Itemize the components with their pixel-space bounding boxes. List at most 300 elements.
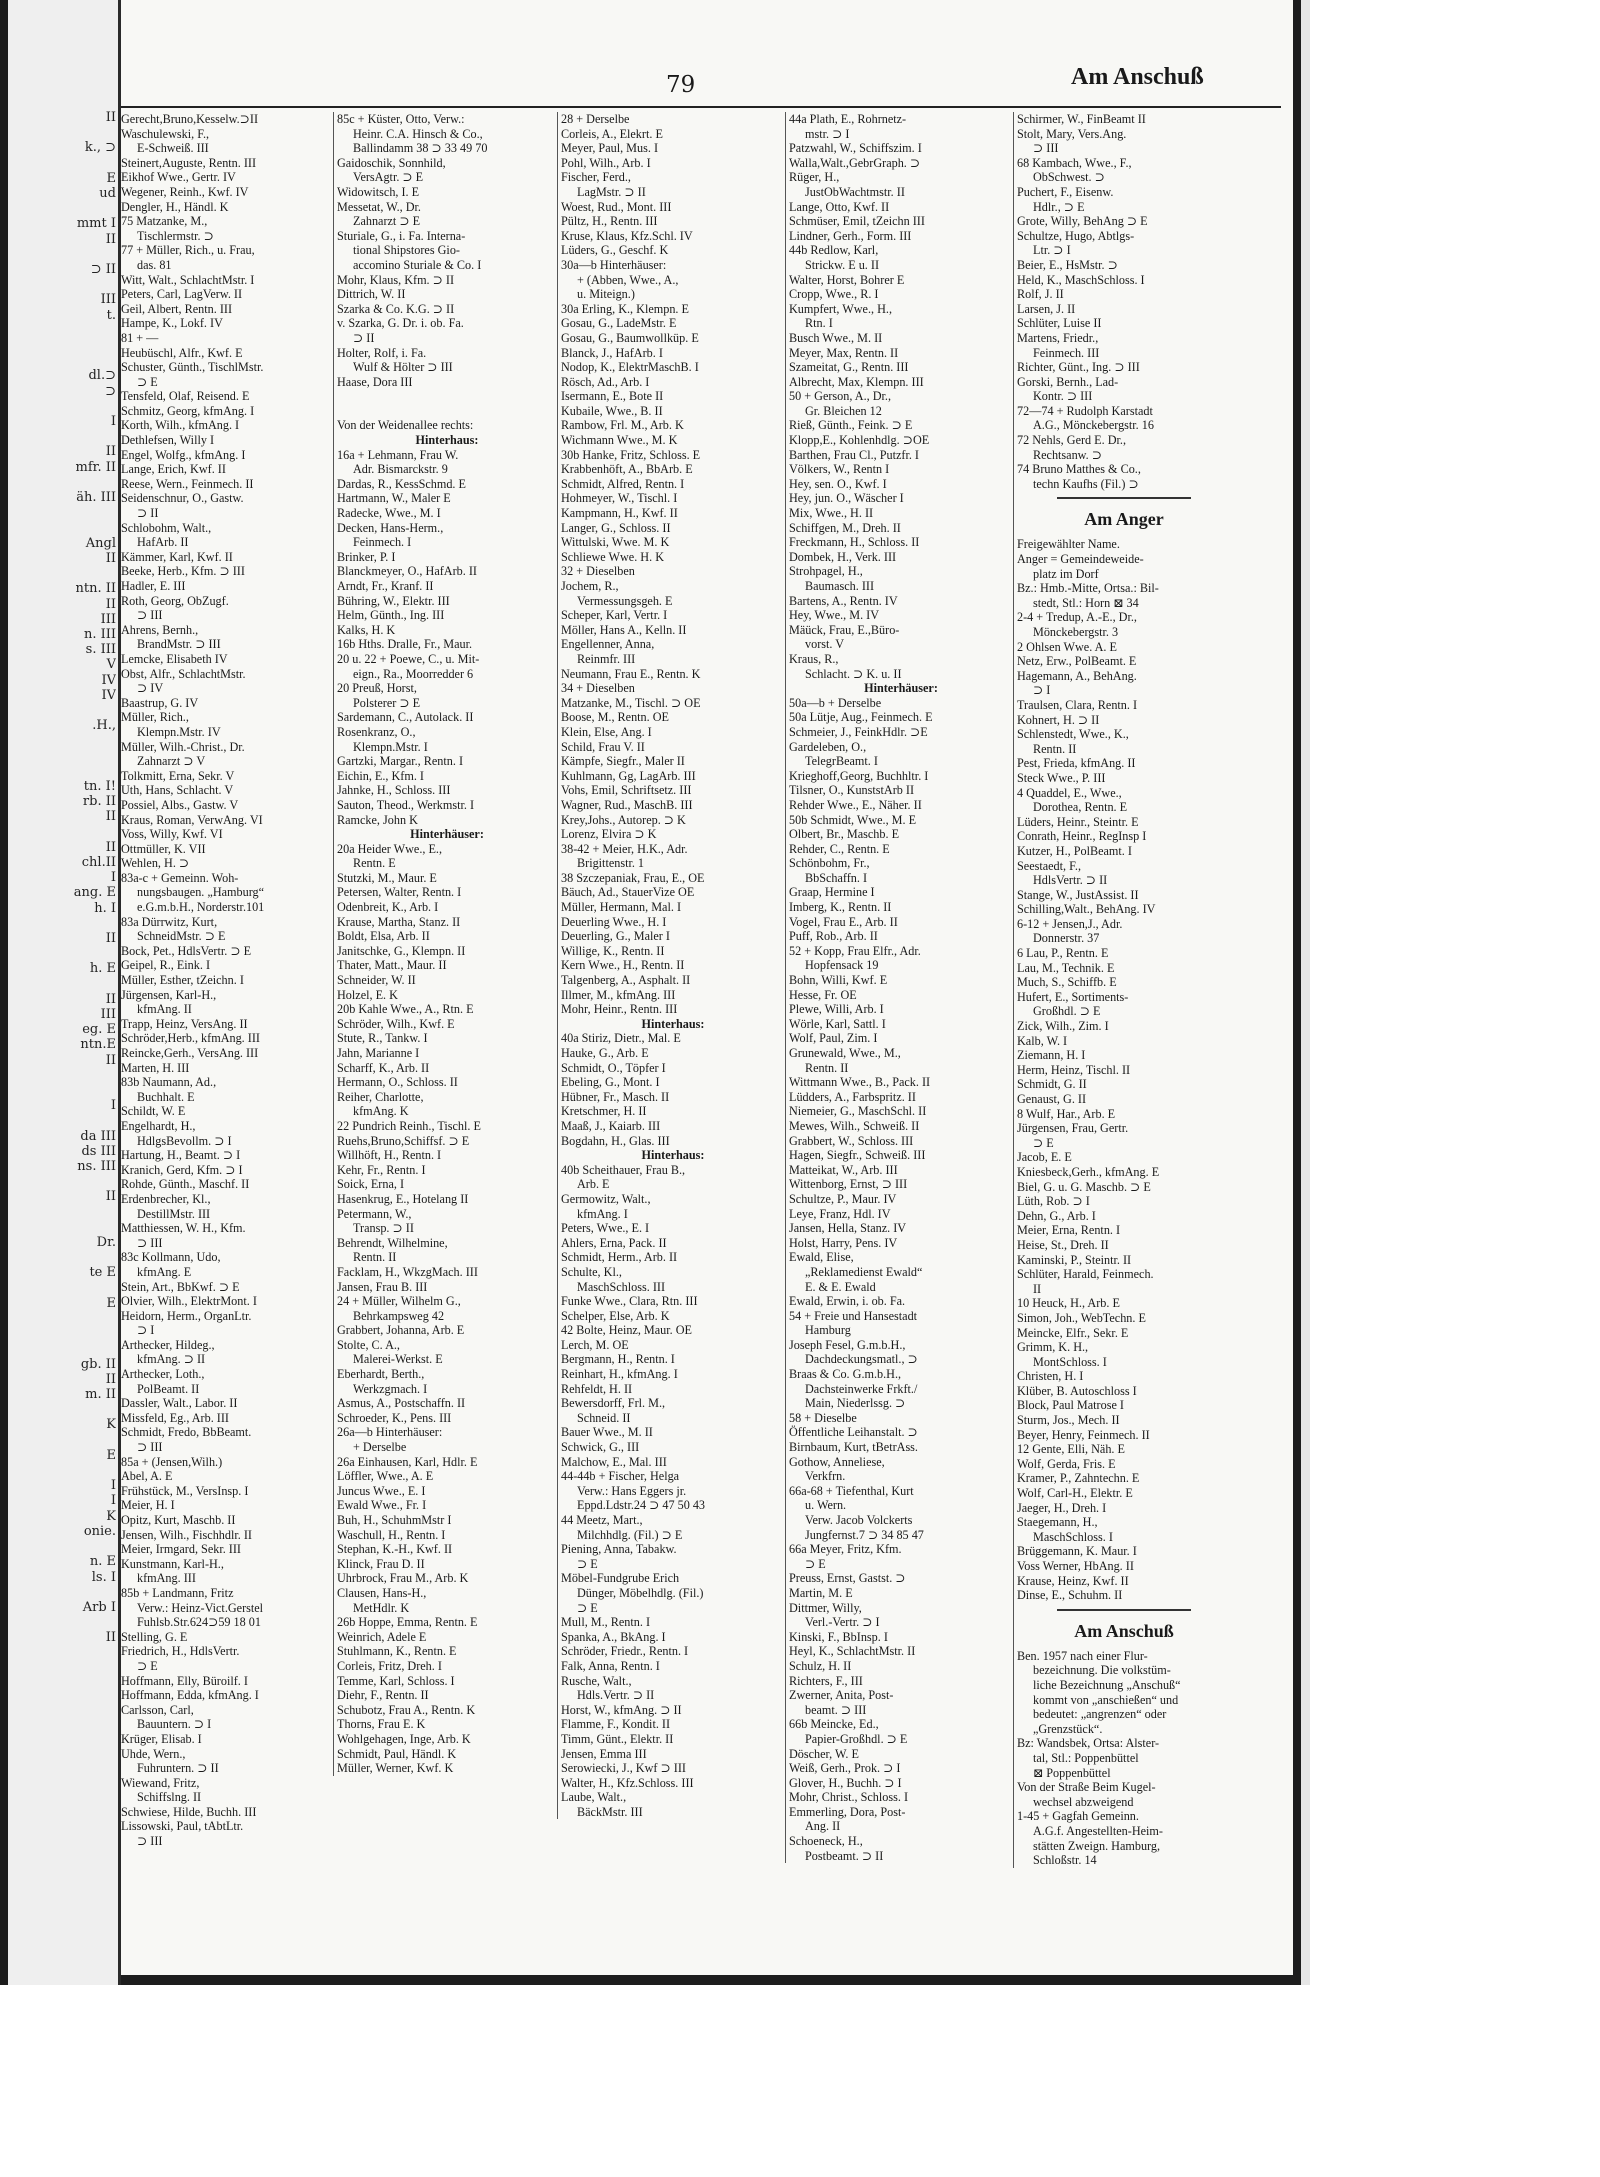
directory-entry: Zick, Wilh., Zim. I [1017, 1019, 1109, 1034]
directory-entry: Schröder, Wilh., Kwf. E [337, 1016, 455, 1031]
directory-entry: 83b Naumann, Ad., [121, 1075, 217, 1090]
directory-entry: Hey, jun. O., Wäscher I [789, 491, 904, 506]
directory-entry: Schröder, Friedr., Rentn. I [561, 1644, 689, 1659]
directory-entry: Held, K., MaschSchloss. I [1017, 272, 1145, 287]
directory-entry: HdlgsBevollm. ⊃ I [137, 1133, 232, 1148]
directory-entry: Walter, H., Kfz.Schloss. III [561, 1775, 694, 1790]
directory-entry: Puchert, F., Eisenw. [1017, 184, 1114, 199]
directory-entry: Schuster, Günth., TischlMstr. [121, 360, 264, 375]
directory-entry: 26b Hoppe, Emma, Rentn. E [337, 1615, 478, 1630]
directory-entry: Gr. Bleichen 12 [805, 403, 882, 418]
directory-entry: Hdlr., ⊃ E [1033, 199, 1085, 214]
section-rule [1057, 1609, 1191, 1611]
directory-entry: Wulf & Hölter ⊃ III [353, 360, 453, 375]
directory-entry: Milchhdlg. (Fil.) ⊃ E [577, 1527, 683, 1542]
directory-entry: Wohlgehagen, Inge, Arb. K [337, 1731, 471, 1746]
directory-entry: Stute, R., Tankw. I [337, 1031, 428, 1046]
directory-entry: A.G.f. Angestellten-Heim- [1033, 1823, 1163, 1838]
directory-entry: Tilsner, O., KunststArb II [789, 783, 915, 798]
facing-page-line: I [110, 1478, 116, 1494]
facing-page-line [8, 338, 116, 353]
directory-entry: Jansen, Frau B. III [337, 1279, 428, 1294]
directory-entry: liche Bezeichnung „Anschuß“ [1033, 1677, 1181, 1692]
facing-page-line: K [106, 1417, 116, 1433]
directory-entry: „Grenzstück“. [1033, 1721, 1103, 1736]
directory-entry: Wichmann Wwe., M. K [561, 433, 678, 448]
directory-entry: Mull, M., Rentn. I [561, 1615, 651, 1630]
facing-page-line [8, 1113, 116, 1128]
facing-page-line: gb. II [80, 1356, 116, 1372]
directory-entry: HdlsVertr. ⊃ II [1033, 873, 1108, 888]
facing-page-line [8, 475, 116, 490]
directory-entry: JustObWachtmstr. II [805, 184, 905, 199]
directory-entry: Waschull, H., Rentn. I [337, 1527, 446, 1542]
facing-page-line: te E [89, 1265, 116, 1281]
facing-page-line: Arb I [82, 1599, 116, 1615]
facing-page-line: II [105, 1630, 116, 1646]
directory-entry: Freigewählter Name. [1017, 537, 1120, 552]
directory-entry: Kontr. ⊃ III [1033, 389, 1093, 404]
directory-entry: Verw. Jacob Volckerts [805, 1513, 913, 1527]
directory-entry: beamt. ⊃ III [805, 1702, 867, 1717]
directory-entry: Bergmann, H., Rentn. I [561, 1352, 675, 1367]
facing-page-line: IV [101, 687, 116, 703]
directory-entry: BrandMstr. ⊃ III [137, 637, 221, 652]
directory-entry: HafArb. II [137, 535, 189, 550]
directory-entry: 16a + Lehmann, Frau W. [337, 447, 459, 462]
directory-entry: Hadler, E. III [121, 579, 186, 593]
facing-page-line: ⊃ II [90, 262, 116, 278]
subheading: Hinterhäuser: [864, 681, 938, 696]
directory-entry: Rusche, Walt., [561, 1673, 632, 1688]
directory-entry: E. & E. Ewald [805, 1279, 876, 1294]
directory-entry: Mäück, Frau, E.,Büro- [789, 622, 900, 637]
directory-entry: 8 Wulf, Har., Arb. E [1017, 1106, 1116, 1121]
directory-entry: Peters, Wwe., E. I [561, 1221, 650, 1236]
facing-page-line: E [106, 1295, 116, 1311]
directory-entry: Kern Wwe., H., Rentn. II [561, 958, 685, 973]
facing-page-line [8, 1220, 116, 1235]
directory-entry: kfmAng. ⊃ II [137, 1352, 206, 1367]
facing-page-line: ds III [81, 1143, 116, 1159]
directory-entry: Ramcke, John K [337, 812, 418, 827]
directory-entry: 85b + Landmann, Fritz [121, 1585, 234, 1600]
facing-page-line: II [105, 550, 116, 566]
directory-entry: Vermessungsgeh. E [577, 593, 673, 608]
directory-entry: 44a Plath, E., Rohrnetz- [789, 112, 907, 126]
directory-entry: Großhdl. ⊃ E [1033, 1004, 1101, 1019]
directory-entry: Engellenner, Anna, [561, 637, 655, 652]
directory-entry: + Derselbe [353, 1440, 407, 1455]
directory-entry: Radecke, Wwe., M. I [337, 506, 441, 521]
directory-entry: Schilling,Walt., BehAng. IV [1017, 902, 1156, 917]
directory-entry: 40a Stiriz, Dietr., Mal. E [561, 1031, 681, 1046]
directory-entry: kfmAng. E [137, 1264, 192, 1279]
facing-page-line: K [106, 1508, 116, 1524]
directory-entry: Adr. Bismarckstr. 9 [353, 462, 448, 477]
directory-column-4 [785, 112, 1013, 1863]
directory-entry: ⊃ II [353, 330, 375, 345]
directory-entry: 44b Redlow, Karl, [789, 243, 879, 258]
directory-entry: ⊃ III [1033, 141, 1059, 156]
directory-entry: Rosenkranz, O., [337, 724, 416, 739]
directory-entry: Zahnarzt ⊃ E [353, 214, 421, 229]
facing-page-line [8, 1281, 116, 1296]
directory-entry: Mohr, Christ., Schloss. I [789, 1790, 909, 1805]
directory-entry: kfmAng. III [137, 1571, 196, 1586]
facing-page-line [8, 1539, 116, 1554]
directory-entry: Pültz, H., Rentn. III [561, 214, 658, 229]
directory-entry: Gosau, G., LadeMstr. E [561, 316, 677, 331]
directory-entry: Schelper, Else, Arb. K [561, 1308, 670, 1323]
directory-entry: Verl.-Vertr. ⊃ I [805, 1615, 880, 1630]
directory-entry: Donnerstr. 37 [1033, 931, 1100, 946]
directory-entry: Verw.: Hans Eggers jr. [577, 1483, 687, 1498]
directory-entry: Laube, Walt., [561, 1790, 627, 1805]
directory-entry: Richter, Günt., Ing. ⊃ III [1017, 360, 1140, 375]
directory-entry: Vogel, Frau E., Arb. II [789, 914, 898, 929]
directory-entry: 72 Nehls, Gerd E. Dr., [1017, 433, 1126, 448]
directory-entry: Rösch, Ad., Arb. I [561, 374, 650, 389]
directory-entry: Klüber, B. Autoschloss I [1017, 1383, 1137, 1398]
directory-entry: Diehr, F., Rentn. II [337, 1688, 429, 1703]
directory-entry: Eichin, E., Kfm. I [337, 768, 424, 783]
directory-entry: Lerch, M. OE [561, 1337, 629, 1352]
facing-page-line: E [106, 170, 116, 186]
directory-entry: 20a Heider Wwe., E., [337, 841, 443, 856]
directory-entry: Heyl, K., SchlachtMstr. II [789, 1644, 916, 1659]
directory-entry: Dehn, G., Arb. I [1017, 1208, 1096, 1223]
directory-entry: Sauton, Theod., Werkmstr. I [337, 797, 475, 812]
directory-entry: Hopfensack 19 [805, 958, 879, 973]
directory-entry: Waschulewski, F., [121, 126, 210, 141]
directory-entry: Feinmech. III [1033, 345, 1100, 360]
directory-entry: „Reklamedienst Ewald“ [805, 1264, 923, 1279]
directory-entry: Rentn. II [805, 1060, 849, 1075]
directory-entry: Wiewand, Fritz, [121, 1775, 200, 1790]
directory-entry: Hohmeyer, W., Tischl. I [561, 491, 678, 506]
directory-entry: 30a Erling, K., Klempn. E [561, 301, 689, 316]
directory-entry: Arthecker, Loth., [121, 1367, 205, 1382]
directory-entry: Hasenkrug, E., Hotelang II [337, 1191, 469, 1206]
directory-entry: 20 Preuß, Horst, [337, 681, 417, 696]
directory-entry: 44-44b + Fischer, Helga [561, 1469, 680, 1484]
page-gutter [0, 0, 8, 1985]
directory-entry: Schiffslng. II [137, 1790, 202, 1805]
directory-entry: Szarka & Co. K.G. ⊃ II [337, 301, 455, 316]
facing-page-line [8, 1174, 116, 1189]
directory-entry: Carlsson, Carl, [121, 1702, 194, 1717]
directory-entry: Rechtsanw. ⊃ [1033, 447, 1102, 462]
directory-entry: 38-42 + Meier, H.K., Adr. [561, 841, 688, 856]
directory-entry: Beyer, Henry, Feinmech. II [1017, 1427, 1150, 1442]
directory-entry: Ewald Wwe., Fr. I [337, 1498, 427, 1513]
directory-entry: Barthen, Frau Cl., Putzfr. I [789, 447, 919, 462]
directory-entry: 83a-c + Gemeinn. Woh- [121, 870, 239, 885]
directory-entry: Von der Straße Beim Kugel- [1017, 1780, 1156, 1795]
directory-page [121, 0, 1301, 1985]
directory-entry: Scharff, K., Arb. II [337, 1060, 430, 1075]
directory-column-5 [1013, 112, 1231, 1868]
directory-entry: Müller, Rich., [121, 710, 189, 725]
directory-entry: + (Abben, Wwe., A., [577, 272, 679, 287]
directory-entry: Hagemann, A., BehAng. [1017, 668, 1137, 683]
directory-entry: Meier, Erna, Rentn. I [1017, 1223, 1121, 1238]
directory-entry: Mohr, Heinr., Rentn. III [561, 1002, 678, 1017]
directory-entry: 81 + — [121, 330, 159, 345]
directory-entry: Bewersdorff, Frl. M., [561, 1396, 666, 1411]
directory-entry: Boose, M., Rentn. OE [561, 710, 669, 725]
directory-entry: Herm, Heinz, Tischl. II [1017, 1062, 1131, 1077]
directory-entry: Hübner, Fr., Masch. II [561, 1089, 670, 1104]
directory-entry: Hermann, O., Schloss. II [337, 1075, 458, 1090]
directory-entry: Peters, Carl, LagVerw. II [121, 287, 243, 302]
directory-entry: Meier, Irmgard, Sekr. III [121, 1542, 241, 1557]
directory-entry: Bz: Wandsbek, Ortsa: Alster- [1017, 1736, 1160, 1751]
facing-page-line [8, 277, 116, 292]
directory-entry: Grunewald, Wwe., M., [789, 1046, 901, 1060]
directory-entry: 74 Bruno Matthes & Co., [1017, 462, 1141, 477]
directory-entry: 50a Lütje, Aug., Feinmech. E [789, 710, 933, 725]
directory-entry: Wehlen, H. ⊃ [121, 856, 190, 871]
directory-entry: Hesse, Fr. OE [789, 987, 857, 1002]
directory-entry: Klempn.Mstr. IV [137, 724, 221, 739]
directory-entry: Martin, M. E [789, 1585, 853, 1600]
directory-entry: Jahnke, H., Schloss. III [337, 783, 451, 798]
facing-page-line: n. E [89, 1554, 116, 1570]
directory-entry: Olvier, Wilh., ElektrMont. I [121, 1294, 257, 1309]
directory-entry: u. Miteign.) [577, 287, 635, 302]
directory-entry: Weinrich, Adele E [337, 1629, 427, 1644]
directory-entry: Hampe, K., Lokf. IV [121, 316, 223, 331]
directory-entry: Wolf, Gerda, Fris. E [1017, 1456, 1116, 1471]
directory-entry: Gothow, Anneliese, [789, 1454, 885, 1469]
directory-entry: Bartens, A., Rentn. IV [789, 593, 898, 608]
facing-page-line: onie. [83, 1523, 116, 1539]
directory-entry: Transp. ⊃ II [353, 1221, 414, 1236]
directory-entry: Nodop, K., ElektrMaschB. I [561, 360, 699, 375]
directory-entry: Müller, Hermann, Mal. I [561, 900, 681, 915]
directory-entry: 12 Gente, Elli, Näh. E [1017, 1442, 1125, 1457]
directory-entry: kfmAng. K [353, 1104, 409, 1119]
directory-entry: ⊃ IV [137, 681, 164, 696]
directory-entry: Ahrens, Bernh., [121, 622, 199, 637]
directory-entry: Schulte, Kl., [561, 1264, 622, 1279]
directory-entry: Illmer, M., kfmAng. III [561, 987, 676, 1002]
directory-entry: 44 Meetz, Mart., [561, 1513, 643, 1527]
directory-entry: 2 Ohlsen Wwe. A. E [1017, 639, 1117, 654]
directory-entry: A.G., Mönckebergstr. 16 [1033, 418, 1154, 433]
directory-entry: eign., Ra., Moorredder 6 [353, 666, 474, 681]
directory-entry: Brüggemann, K. Maur. I [1017, 1544, 1137, 1559]
directory-entry: Holst, Harry, Pens. IV [789, 1235, 898, 1250]
directory-entry: Krause, Martha, Stanz. II [337, 914, 461, 929]
directory-entry: Müller, Wilh.-Christ., Dr. [121, 739, 245, 754]
directory-entry: 10 Heuck, H., Arb. E [1017, 1296, 1120, 1311]
directory-entry: Funke Wwe., Clara, Rtn. III [561, 1294, 698, 1309]
facing-page-line [8, 505, 116, 520]
directory-entry: Dachsteinwerke Frkft./ [805, 1381, 918, 1396]
directory-entry: Kniesbeck,Gerh., kfmAng. E [1017, 1164, 1160, 1179]
directory-entry: Engel, Wolfg., kfmAng. I [121, 447, 246, 462]
facing-page-line: s. III [85, 642, 116, 658]
directory-entry: Heidorn, Herm., OrganLtr. [121, 1308, 252, 1323]
directory-entry: Hamburg [805, 1323, 851, 1338]
directory-entry: Thorns, Frau E. K [337, 1717, 426, 1732]
directory-entry: Hartung, H., Beamt. ⊃ I [121, 1148, 241, 1163]
directory-entry: 6 Lau, P., Rentn. E [1017, 946, 1109, 961]
directory-entry: Serowiecki, J., Kwf ⊃ III [561, 1761, 686, 1776]
directory-entry: Dünger, Möbelhdlg. (Fil.) [577, 1585, 704, 1600]
directory-entry: Bauer Wwe., M. II [561, 1425, 653, 1440]
directory-entry: Strickw. E u. II [805, 257, 880, 272]
facing-page-line [8, 1433, 116, 1448]
directory-entry: v. Szarka, G. Dr. i. ob. Fa. [337, 316, 464, 331]
directory-entry: Vohs, Emil, Schriftsetz. III [561, 783, 692, 798]
facing-page-line [8, 520, 116, 535]
directory-entry: Richters, F., III [789, 1673, 863, 1688]
directory-entry: Steck Wwe., P. III [1017, 770, 1106, 785]
facing-page-line [8, 1585, 116, 1600]
directory-entry: Schmidt, Alfred, Rentn. I [561, 476, 685, 491]
facing-page-line: m. II [85, 1387, 116, 1403]
facing-page-line: II [105, 1371, 116, 1387]
facing-page-line [8, 825, 116, 840]
facing-page-line: ns. III [77, 1159, 116, 1175]
directory-entry: Flamme, F., Kondit. II [561, 1717, 671, 1732]
facing-page-line [8, 749, 116, 764]
directory-entry: Thater, Matt., Maur. II [337, 958, 447, 973]
directory-entry: Deuerling, G., Maler I [561, 929, 670, 944]
facing-page-line: ls. I [91, 1569, 116, 1585]
directory-entry: 75 Matzanke, M., [121, 214, 208, 229]
directory-entry: Meincke, Elfr., Sekr. E [1017, 1325, 1129, 1340]
directory-entry: Petermann, W., [337, 1206, 412, 1221]
directory-entry: Stein, Art., BbKwf. ⊃ E [121, 1279, 240, 1294]
directory-entry: Piening, Anna, Tabakw. [561, 1542, 677, 1557]
directory-entry: Schlacht. ⊃ K. u. II [805, 666, 902, 681]
facing-page-line: tn. I! [83, 778, 116, 794]
directory-entry: Schmidt, G. II [1017, 1077, 1087, 1092]
directory-entry: Schroeder, K., Pens. III [337, 1410, 452, 1425]
directory-entry: ⊃ III [137, 1235, 163, 1250]
directory-entry: platz im Dorf [1033, 566, 1099, 581]
facing-page-line: II [105, 231, 116, 247]
directory-entry: Messetat, W., Dr. [337, 199, 421, 214]
directory-entry: Ziemann, H. I [1017, 1048, 1086, 1063]
directory-entry: Bz.: Hmb.-Mitte, Ortsa.: Bil- [1017, 581, 1159, 596]
directory-entry: Kehr, Fr., Rentn. I [337, 1162, 426, 1177]
facing-page-line [8, 429, 116, 444]
directory-entry: Neumann, Frau E., Rentn. K [561, 666, 701, 681]
directory-entry: Gerecht,Bruno,Kesselw.⊃II [121, 112, 259, 126]
directory-entry: Rehder, C., Rentn. E [789, 841, 890, 856]
directory-entry: Dittrich, W. II [337, 287, 406, 302]
directory-entry: Roth, Georg, ObZugf. [121, 593, 229, 608]
directory-entry: MontSchloss. I [1033, 1354, 1107, 1369]
directory-entry: BbSchaffn. I [805, 870, 868, 885]
directory-entry: Behrkampsweg 42 [353, 1308, 445, 1323]
directory-entry: 20b Kahle Wwe., A., Rtn. E [337, 1002, 474, 1017]
directory-entry: Stuhlmann, K., Rentn. E [337, 1644, 457, 1659]
directory-entry: Lau, M., Technik. E [1017, 960, 1115, 975]
directory-entry: 6-12 + Jensen,J., Adr. [1017, 916, 1123, 931]
directory-entry: Blanckmeyer, O., HafArb. II [337, 564, 477, 579]
directory-entry: Gaidoschik, Sonnhild, [337, 155, 446, 170]
directory-entry: Meyer, Paul, Mus. I [561, 141, 658, 156]
directory-entry: Schneid. II [577, 1410, 631, 1425]
subheading: Hinterhäuser: [410, 827, 484, 842]
facing-page-line [8, 156, 116, 171]
directory-entry: Kranich, Gerd, Kfm. ⊃ I [121, 1162, 243, 1177]
directory-entry: DestillMstr. III [137, 1206, 211, 1221]
facing-page-line [8, 247, 116, 262]
directory-entry: Glover, H., Buchh. ⊃ I [789, 1775, 902, 1790]
directory-entry: Genaust, G. II [1017, 1092, 1087, 1106]
directory-entry: Rolf, J. II [1017, 287, 1064, 302]
directory-entry: Patzwahl, W., Schiffszim. I [789, 141, 922, 156]
directory-entry: Baumasch. III [805, 579, 875, 593]
facing-page-line: ud [99, 186, 116, 202]
directory-entry: stedt, Stl.: Horn ⊠ 34 [1033, 595, 1139, 610]
directory-entry: Kalb, W. I [1017, 1033, 1068, 1048]
facing-page-line: II [105, 1052, 116, 1068]
directory-entry: Frühstück, M., VersInsp. I [121, 1483, 249, 1498]
directory-entry: Hauke, G., Arb. E [561, 1046, 649, 1060]
directory-entry: 22 Pundrich Reinh., Tischl. E [337, 1118, 481, 1133]
directory-entry: MaschSchloss. I [1033, 1529, 1113, 1544]
directory-entry: Possiel, Albs., Gastw. V [121, 797, 239, 812]
directory-entry: Schloßstr. 14 [1033, 1853, 1097, 1868]
directory-entry: Jensen, Emma III [561, 1746, 647, 1761]
directory-entry: Möbel-Fundgrube Erich [561, 1571, 680, 1586]
directory-entry: Temme, Karl, Schloss. I [337, 1673, 455, 1688]
directory-entry: Schulz, H. II [789, 1658, 852, 1673]
directory-entry: Jaeger, H., Dreh. I [1017, 1500, 1107, 1515]
directory-entry: Ewald, Erwin, i. ob. Fa. [789, 1294, 906, 1309]
directory-entry: Verw.: Heinz-Vict.Gerstel [137, 1600, 264, 1615]
directory-entry: Wittenborg, Ernst, ⊃ III [789, 1177, 908, 1192]
directory-entry: Werkzgmach. I [353, 1381, 428, 1396]
facing-page-fragment [0, 0, 121, 1985]
facing-page-line: mfr. II [75, 459, 116, 475]
directory-entry: Arthecker, Hildeg., [121, 1337, 215, 1352]
directory-entry: Klempn.Mstr. I [353, 739, 428, 754]
directory-entry: Erdenbrecher, Kl., [121, 1191, 211, 1206]
directory-entry: Stelling, G. E [121, 1629, 188, 1644]
directory-entry: Schmidt, O., Töpfer I [561, 1060, 666, 1075]
directory-entry: Jürgensen, Frau, Gertr. [1017, 1121, 1129, 1136]
directory-entry: Freckmann, H., Schloss. II [789, 535, 920, 550]
directory-entry: Imberg, K., Rentn. II [789, 900, 892, 915]
directory-entry: 42 Bolte, Heinz, Maur. OE [561, 1323, 692, 1338]
directory-entry: Dardas, R., KessSchmd. E [337, 476, 466, 491]
directory-entry: 50 + Gerson, A., Dr., [789, 389, 891, 404]
facing-page-line [8, 1341, 116, 1356]
directory-entry: Dittmer, Willy, [789, 1600, 862, 1615]
facing-page-line [8, 977, 116, 992]
directory-entry: Friedrich, H., HdlsVertr. [121, 1644, 240, 1659]
directory-entry: Schmüser, Emil, tZeichn III [789, 214, 925, 229]
directory-entry: Widowitsch, I. E [337, 184, 420, 199]
directory-entry: Bohn, Willi, Kwf. E [789, 973, 888, 988]
directory-entry: Ltr. ⊃ I [1033, 243, 1071, 258]
directory-entry: ⊃ E [805, 1556, 826, 1571]
directory-entry: Matteikat, W., Arb. III [789, 1162, 898, 1177]
directory-entry: Hey, Wwe., M. IV [789, 608, 880, 623]
facing-page-line: dl.⊃ [88, 368, 116, 384]
directory-entry: Helm, Günth., Ing. III [337, 608, 445, 623]
